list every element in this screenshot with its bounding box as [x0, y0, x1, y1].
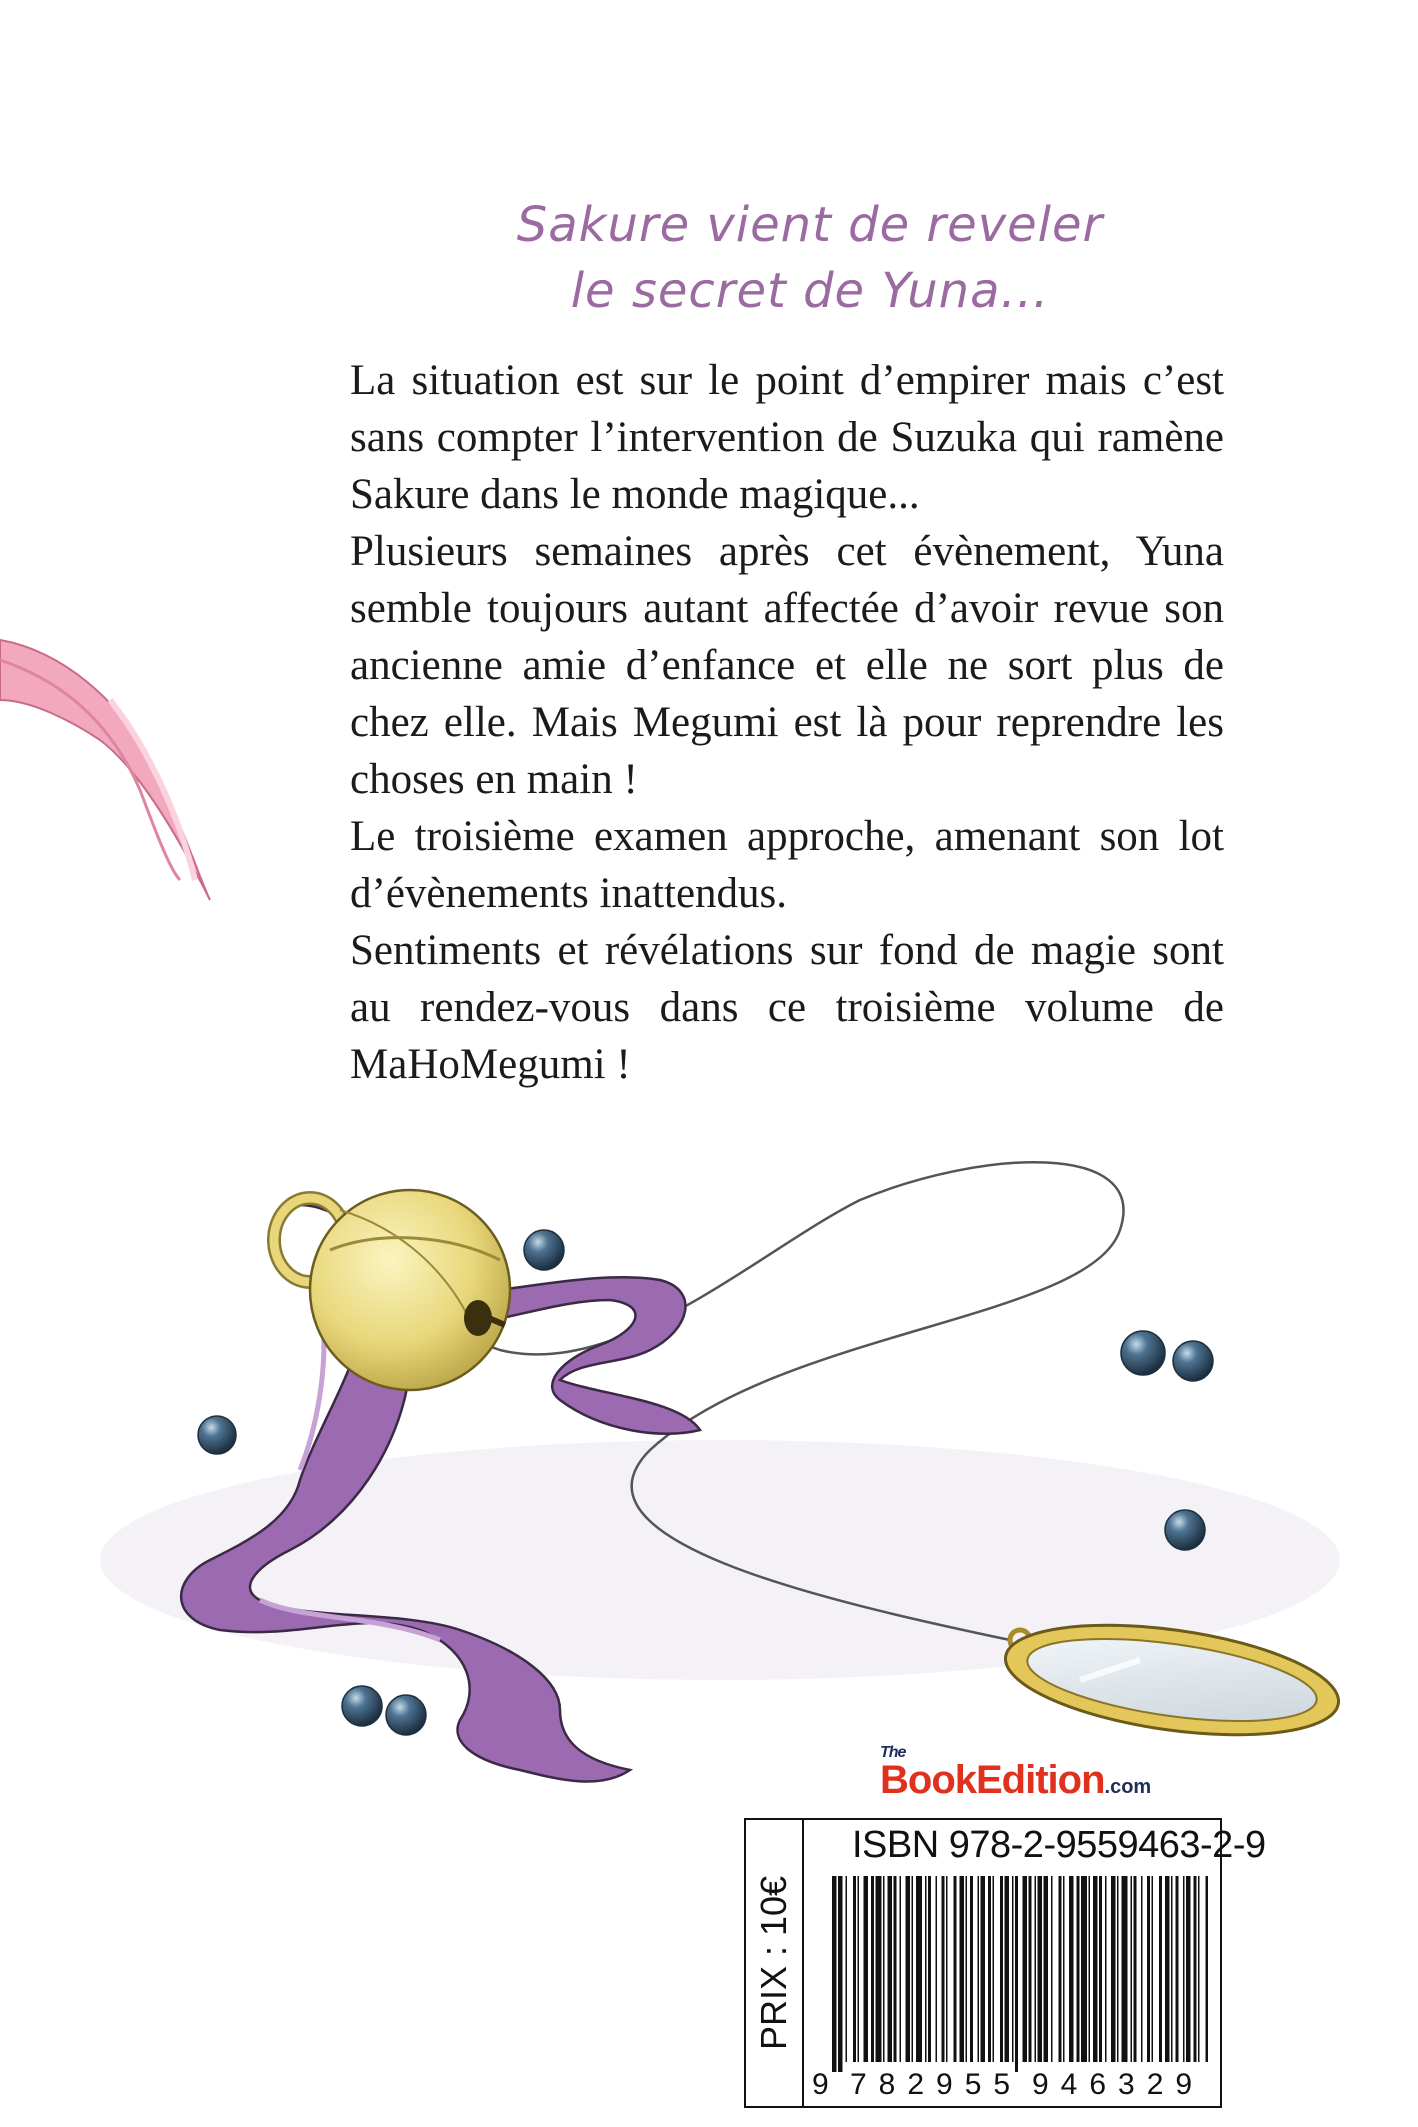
barcode-bar	[1152, 1876, 1154, 2062]
barcode-bar	[942, 1876, 945, 2062]
barcode-bar	[1176, 1876, 1179, 2062]
barcode-bar	[928, 1876, 931, 2062]
barcode-bar	[966, 1876, 968, 2062]
barcode-bar	[1131, 1876, 1133, 2062]
barcode-box	[744, 1818, 1266, 2108]
barcode-bar	[1051, 1876, 1053, 2062]
ean-first-digit: 9	[812, 2068, 841, 2101]
barcode-bar	[1171, 1876, 1173, 2062]
barcode-bar	[1093, 1876, 1098, 2062]
barcode-bar	[912, 1876, 914, 2062]
barcode-bar	[1069, 1876, 1074, 2062]
barcode-bar	[1206, 1876, 1209, 2062]
barcode-bar	[1122, 1876, 1128, 2062]
barcode-bar	[1198, 1876, 1200, 2062]
barcode-bar	[853, 1876, 856, 2062]
barcode-bar	[946, 1876, 948, 2062]
barcode-bar	[1159, 1876, 1162, 2062]
barcode-bar	[1089, 1876, 1091, 2062]
publisher-name: BookEdition	[880, 1758, 1105, 1802]
barcode-bar	[1029, 1876, 1032, 2062]
barcode-bar	[1012, 1876, 1014, 2062]
barcode-bar	[1059, 1876, 1062, 2062]
ean-right-digits: 946329	[1032, 2068, 1205, 2101]
barcode-bar	[1141, 1876, 1143, 2062]
tagline	[430, 192, 1190, 324]
synopsis-paragraph: Le troisième examen approche, amenant son lot d’évènements inattendus.	[350, 813, 1224, 917]
barcode-bar	[1183, 1876, 1185, 2062]
barcode-bar	[1063, 1876, 1065, 2062]
barcode-bar	[960, 1876, 965, 2062]
barcode-bar	[1099, 1876, 1102, 2062]
barcode-bar	[970, 1876, 973, 2062]
barcode-bar	[883, 1876, 885, 2062]
barcode-bar	[1186, 1876, 1191, 2062]
barcode-bar	[988, 1876, 991, 2062]
publisher-the: The	[880, 1744, 906, 1761]
barcode-bar	[838, 1876, 843, 2072]
isbn-label: ISBN 978-2-9559463-2-9	[852, 1824, 1266, 1866]
barcode-bar	[876, 1876, 882, 2062]
barcode-bar	[1111, 1876, 1116, 2062]
tagline-line-1: Sakure vient de reveler	[516, 197, 1104, 253]
barcode-bar	[1105, 1876, 1107, 2062]
barcode-bar	[894, 1876, 897, 2062]
barcode-bar	[1000, 1876, 1003, 2062]
barcode-bar	[906, 1876, 911, 2062]
barcode-bar	[846, 1876, 848, 2062]
barcode-bar	[1015, 1876, 1018, 2072]
barcode-bar	[978, 1876, 980, 2062]
barcode-bar	[916, 1876, 922, 2062]
barcode-bar	[1077, 1876, 1080, 2062]
barcode-bar	[1038, 1876, 1043, 2062]
price-label: PRIX : 10€	[753, 1875, 794, 2051]
pink-strand	[0, 640, 210, 900]
barcode-bar	[888, 1876, 893, 2062]
barcode-bar	[1165, 1876, 1170, 2062]
barcode-bar	[1035, 1876, 1037, 2062]
barcode-bar	[954, 1876, 957, 2062]
barcode-bar	[925, 1876, 927, 2062]
tagline-line-2: le secret de Yuna...	[570, 263, 1050, 319]
bell	[274, 1190, 510, 1390]
synopsis-paragraph: Sentiments et révélations sur fond de magie sont au rendez-vous dans ce troisième volume de MaHoMegumi !	[350, 927, 1224, 1088]
publisher-logo	[880, 1744, 1180, 1804]
synopsis-paragraph: Plusieurs semaines après cet évènement, Yuna semble toujours autant affectée d’avoir revue son ancienne amie d’enfance et elle ne sort plus de chez elle. Mais Megumi est là pour reprendre les choses en main !	[350, 528, 1224, 803]
synopsis-paragraph: La situation est sur le point d’empirer mais c’est sans compter l’intervention de Suzuka qui ramène Sakure dans le monde magique...	[350, 357, 1224, 518]
barcode-bar	[1081, 1876, 1087, 2062]
barcode-bar	[871, 1876, 874, 2062]
barcode-bar	[900, 1876, 902, 2062]
barcode-bar	[832, 1876, 837, 2072]
barcode-bar	[993, 1876, 995, 2062]
barcode-bars	[832, 1876, 1208, 2072]
barcode-bar	[864, 1876, 869, 2062]
barcode-bar	[1023, 1876, 1028, 2062]
barcode-bar	[981, 1876, 986, 2062]
barcode-bar	[936, 1876, 938, 2062]
barcode-bar	[1147, 1876, 1150, 2062]
barcode-bar	[1044, 1876, 1049, 2062]
barcode-bar	[1005, 1876, 1010, 2062]
price-cell	[746, 1820, 804, 2106]
synopsis	[350, 352, 1224, 1093]
barcode-bar	[858, 1876, 860, 2062]
mirror-pendant	[999, 1607, 1346, 1753]
barcode-bar	[1117, 1876, 1119, 2062]
barcode-bar	[1194, 1876, 1197, 2062]
publisher-domain: .com	[1104, 1776, 1152, 1798]
barcode-bar	[1134, 1876, 1137, 2062]
ean-left-digits: 782955	[850, 2068, 1023, 2101]
